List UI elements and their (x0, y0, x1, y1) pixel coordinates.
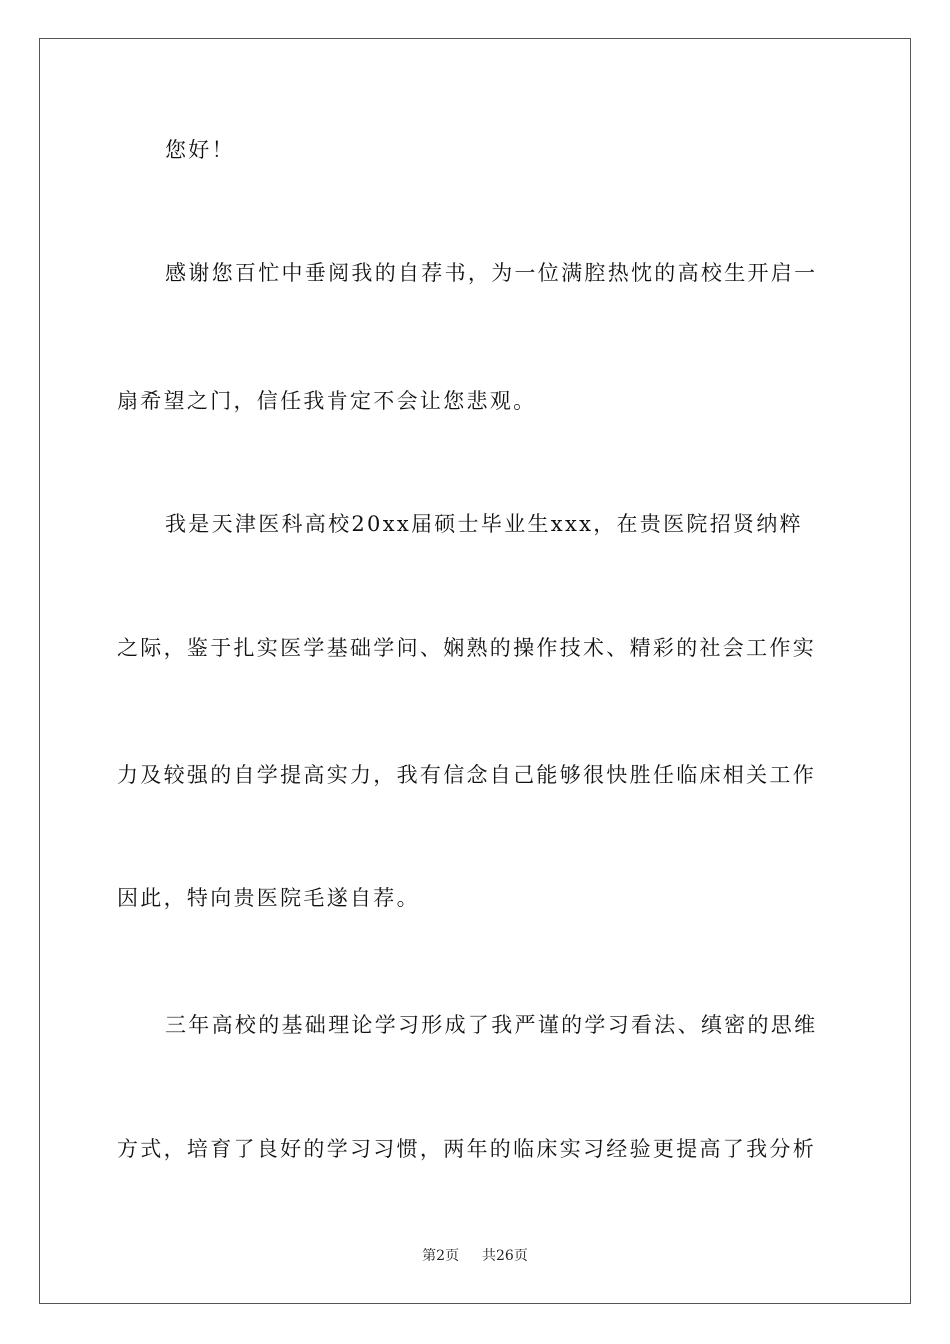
paragraph-line: 感谢您百忙中垂阅我的自荐书，为一位满腔热忱的高校生开启一 (165, 261, 818, 285)
paragraph-line: 方式，培育了良好的学习习惯，两年的临床实习经验更提高了我分析 (117, 1137, 816, 1161)
page-footer (0, 1246, 950, 1266)
paragraph-line: 力及较强的自学提高实力，我有信念自己能够很快胜任临床相关工作 (117, 763, 816, 787)
page-border (39, 38, 911, 1304)
current-page-number: 第2页 (422, 1248, 460, 1264)
greeting-line: 您好！ (165, 138, 235, 162)
paragraph-line: 因此，特向贵医院毛遂自荐。 (117, 886, 420, 910)
paragraph-line: 我是天津医科高校20xx届硕士毕业生xxx，在贵医院招贤纳粹 (165, 512, 803, 536)
paragraph-line: 扇希望之门，信任我肯定不会让您悲观。 (117, 389, 537, 413)
paragraph-line: 三年高校的基础理论学习形成了我严谨的学习看法、缜密的思维 (165, 1013, 818, 1037)
paragraph-line: 之际，鉴于扎实医学基础学问、娴熟的操作技术、精彩的社会工作实 (117, 636, 816, 660)
total-page-count: 共26页 (482, 1248, 528, 1264)
